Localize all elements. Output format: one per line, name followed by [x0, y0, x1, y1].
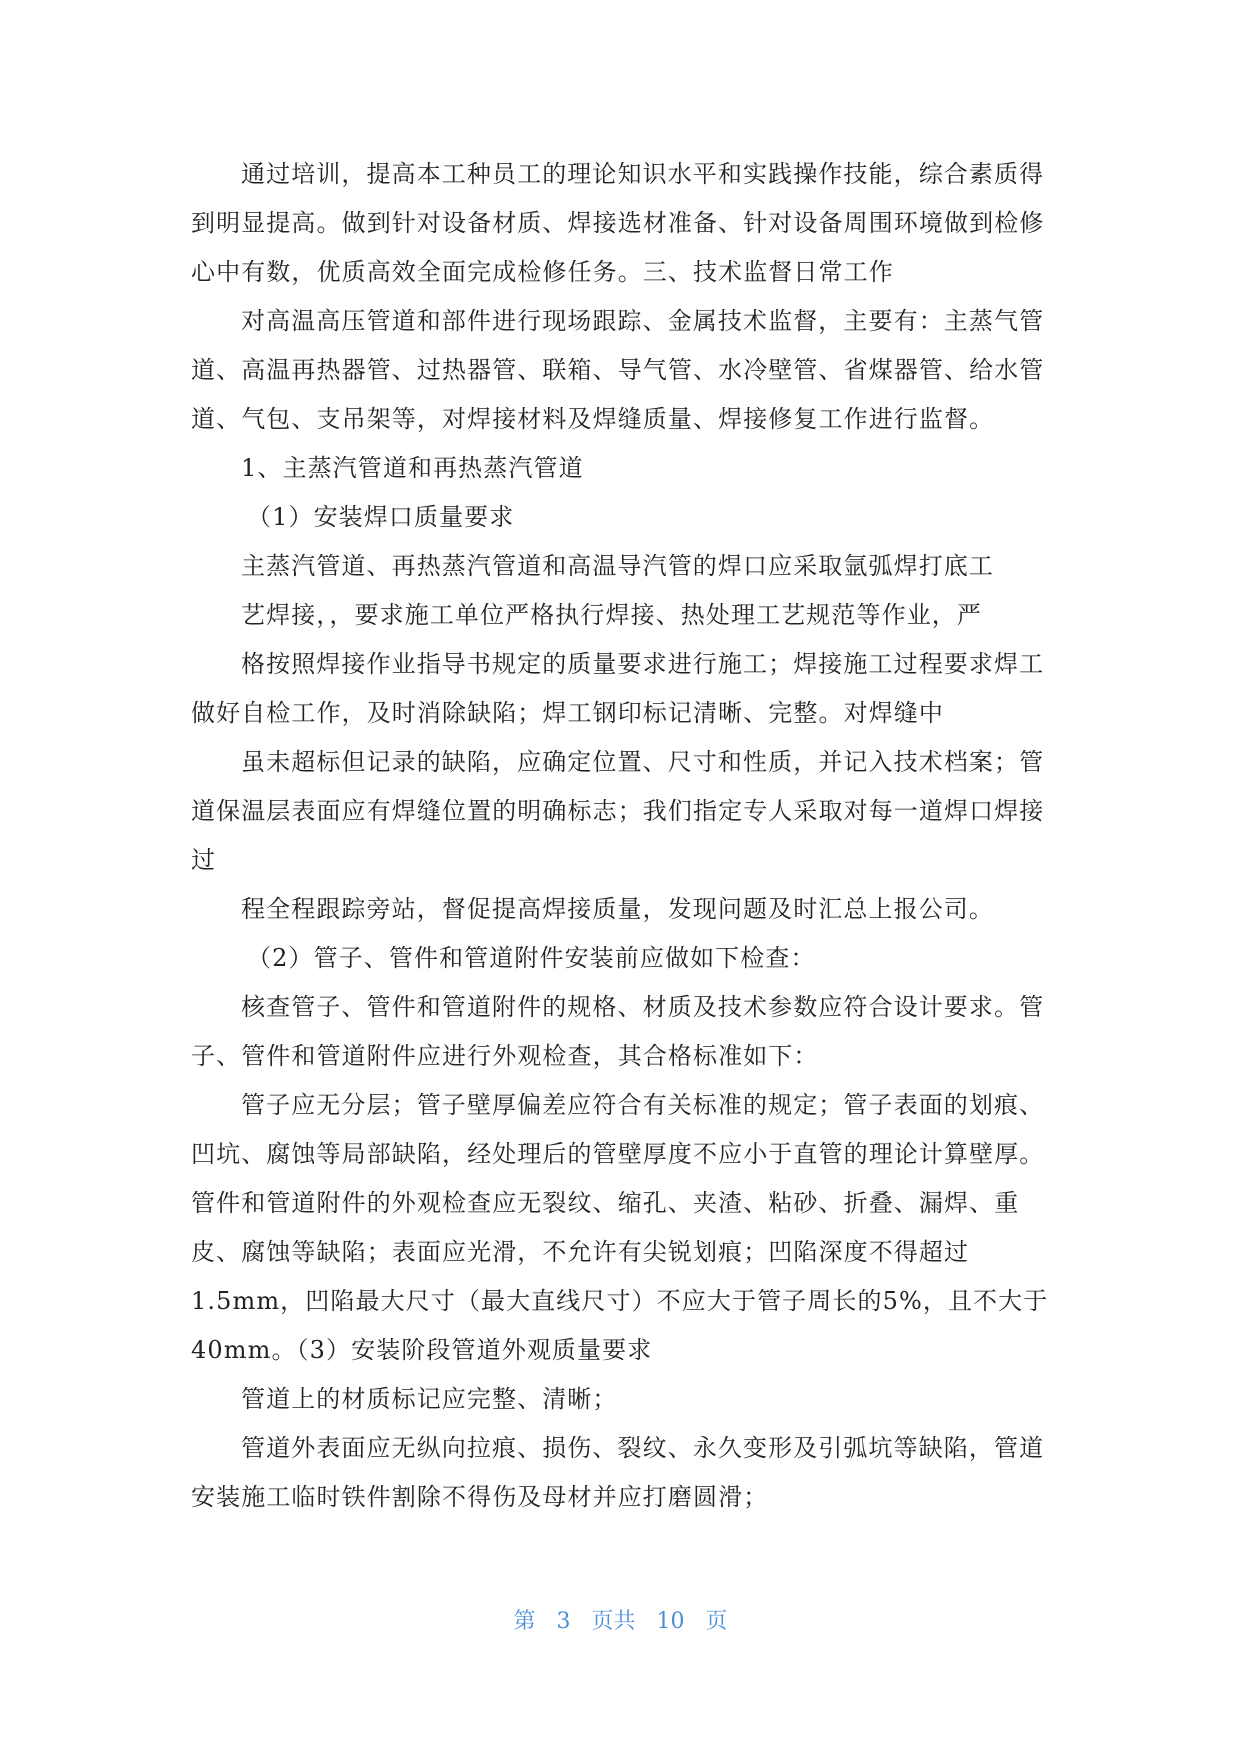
footer-middle: 页共: [591, 1609, 636, 1634]
text-line: 道、高温再热器管、过热器管、联箱、导气管、水冷壁管、省煤器管、给水管: [191, 356, 1045, 384]
text-line: 道保温层表面应有焊缝位置的明确标志；我们指定专人采取对每一道焊口焊接: [191, 797, 1045, 825]
text-line: 心中有数，优质高效全面完成检修任务。三、技术监督日常工作: [191, 258, 894, 286]
current-page-number: 3: [556, 1609, 571, 1634]
text-line: 虽未超标但记录的缺陷，应确定位置、尺寸和性质，并记入技术档案；管: [241, 748, 1045, 776]
text-line: 40mm。（3）安装阶段管道外观质量要求: [191, 1336, 653, 1364]
text-line: 安装施工临时铁件割除不得伤及母材并应打磨圆滑；: [191, 1483, 769, 1511]
text-line: 管件和管道附件的外观检查应无裂纹、缩孔、夹渣、粘砂、折叠、漏焊、重: [191, 1189, 1020, 1217]
text-line: 做好自检工作，及时消除缺陷；焊工钢印标记清晰、完整。对焊缝中: [191, 699, 944, 727]
text-line: 主蒸汽管道、再热蒸汽管道和高温导汽管的焊口应采取氩弧焊打底工: [241, 552, 994, 580]
section-heading: 1、主蒸汽管道和再热蒸汽管道: [241, 454, 584, 482]
text-line: 管道外表面应无纵向拉痕、损伤、裂纹、永久变形及引弧坑等缺陷，管道: [241, 1434, 1045, 1462]
text-line: 对高温高压管道和部件进行现场跟踪、金属技术监督，主要有：主蒸气管: [241, 307, 1045, 335]
text-line: 到明显提高。做到针对设备材质、焊接选材准备、针对设备周围环境做到检修: [191, 209, 1045, 237]
text-line: 皮、腐蚀等缺陷；表面应光滑，不允许有尖锐划痕；凹陷深度不得超过: [191, 1238, 970, 1266]
text-line: 管子应无分层；管子壁厚偏差应符合有关标准的规定；管子表面的划痕、: [241, 1091, 1045, 1119]
text-line: 艺焊接，，要求施工单位严格执行焊接、热处理工艺规范等作业，严: [241, 601, 982, 629]
text-line: 1.5mm，凹陷最大尺寸（最大直线尺寸）不应大于管子周长的5%，且不大于: [191, 1287, 1049, 1315]
footer-suffix: 页: [705, 1609, 728, 1634]
text-line: 过: [191, 846, 217, 874]
page-footer: [0, 1604, 1241, 1635]
text-line: 程全程跟踪旁站，督促提高焊接质量，发现问题及时汇总上报公司。: [241, 895, 994, 923]
text-line: 子、管件和管道附件应进行外观检查，其合格标准如下：: [191, 1042, 819, 1070]
total-pages-number: 10: [656, 1609, 685, 1634]
text-line: 凹坑、腐蚀等局部缺陷，经处理后的管壁厚度不应小于直管的理论计算壁厚。: [191, 1140, 1045, 1168]
subsection-heading: （2）管子、管件和管道附件安装前应做如下检查：: [247, 944, 816, 972]
text-line: 格按照焊接作业指导书规定的质量要求进行施工；焊接施工过程要求焊工: [241, 650, 1045, 678]
text-line: 管道上的材质标记应完整、清晰；: [241, 1385, 618, 1413]
subsection-heading: （1）安装焊口质量要求: [247, 503, 515, 531]
text-line: 核查管子、管件和管道附件的规格、材质及技术参数应符合设计要求。管: [241, 993, 1045, 1021]
footer-prefix: 第: [513, 1609, 536, 1634]
text-line: 通过培训，提高本工种员工的理论知识水平和实践操作技能，综合素质得: [241, 160, 1045, 188]
text-line: 道、气包、支吊架等，对焊接材料及焊缝质量、焊接修复工作进行监督。: [191, 405, 995, 433]
